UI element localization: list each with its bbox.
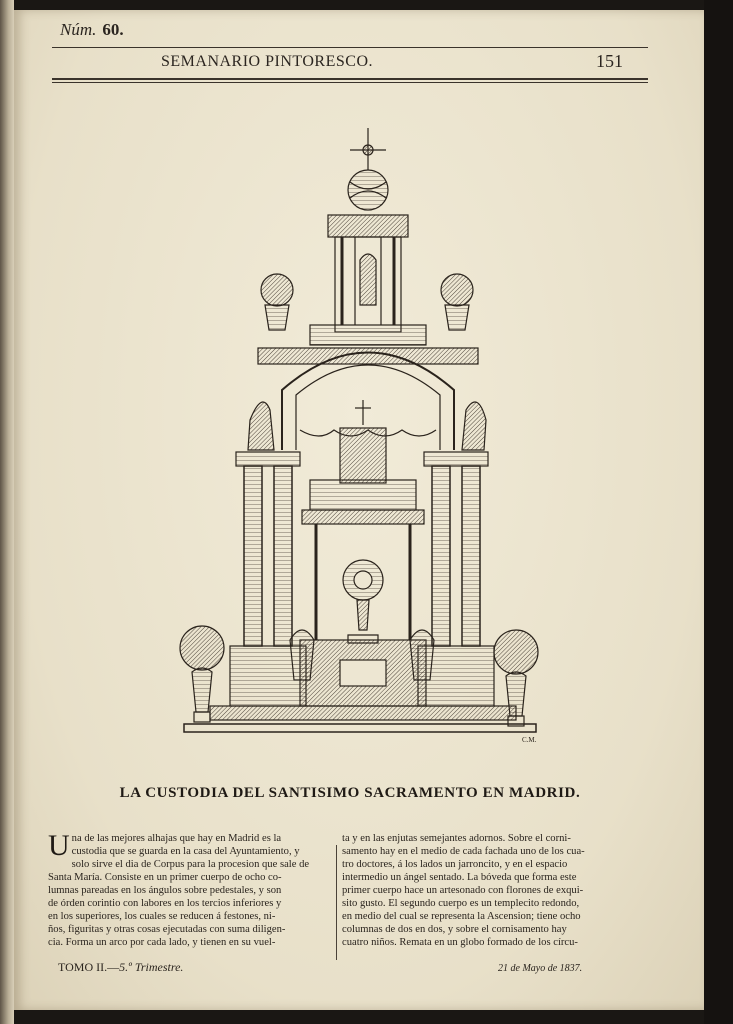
trimester-label: 5.º Trimestre. — [119, 960, 184, 974]
left-line: solo sirve el dia de Corpus para la procesion que sale de — [71, 859, 310, 870]
header-rule — [52, 78, 648, 80]
issue-date: 21 de Mayo de 1837. — [498, 963, 583, 974]
article-title: LA CUSTODIA DEL SANTISIMO SACRAMENTO EN MADRID. — [119, 785, 581, 801]
binding-edge — [0, 0, 14, 1024]
top-cross-icon — [350, 128, 386, 170]
right-line: cuatro niños. Remata en un globo formado de los círcu- — [342, 937, 578, 948]
right-line: tro doctores, á los lados un jarroncito, y en el espacio — [342, 859, 568, 870]
left-line: custodia que se guarda en la casa del Ayuntamiento, y — [71, 846, 300, 857]
volume-label: TOMO II.— — [58, 960, 120, 974]
left-line: en los superiores, los cuales se reducen á festones, ni- — [48, 911, 276, 922]
left-line: cia. Forma un arco por cada lado, y tienen en su vuel- — [48, 937, 276, 948]
engraver-mark: C.M. — [522, 736, 537, 744]
page-number: 151 — [596, 51, 623, 71]
right-line: en medio del cual se representa la Ascension; tiene ocho — [342, 911, 581, 922]
scan-background — [704, 0, 733, 1024]
right-line: sito gusto. El segundo cuerpo es un templecito redondo, — [342, 898, 580, 909]
issue-value: 60. — [102, 20, 124, 39]
right-line: primer cuerpo hace un artesonado con florones de exqui- — [342, 885, 584, 896]
left-line: lumnas pareadas en los ángulos sobre pedestales, y son — [48, 885, 282, 896]
right-line: columnas de dos en dos, y sobre el cornisamento hay — [342, 924, 567, 935]
issue-label: Núm. — [60, 20, 97, 39]
drop-cap: U — [48, 829, 70, 862]
monstrance-icon — [343, 560, 383, 643]
top-rule — [52, 47, 648, 48]
article-column-right — [342, 832, 624, 949]
publication-title: SEMANARIO PINTORESCO. — [160, 53, 373, 70]
right-line: samento hay en el medio de cada fachada uno de los cua- — [342, 846, 585, 857]
left-line: na de las mejores alhajas que hay en Madrid es la — [71, 833, 282, 844]
custodia-engraving — [160, 120, 560, 750]
globe-icon — [348, 170, 388, 210]
left-line: ños, figuritas y otras cosas ejecutadas con suma diligen- — [48, 924, 286, 935]
column-divider — [336, 845, 337, 960]
right-line: intermedio un ángel sentado. La bóveda que forma este — [342, 872, 577, 883]
left-urn-icon — [261, 274, 293, 330]
left-line: de órden corintio con labores en los tercios inferiores y — [48, 898, 282, 909]
volume-footer — [58, 960, 183, 975]
header-rule-thin — [52, 82, 648, 83]
right-urn-icon — [441, 274, 473, 330]
left-line: Santa María. Consiste en un primer cuerpo de ocho co- — [48, 872, 282, 883]
issue-number — [60, 20, 124, 40]
right-line: ta y en las enjutas semejantes adornos. Sobre el corni- — [342, 833, 571, 844]
article-column-left — [48, 829, 328, 949]
